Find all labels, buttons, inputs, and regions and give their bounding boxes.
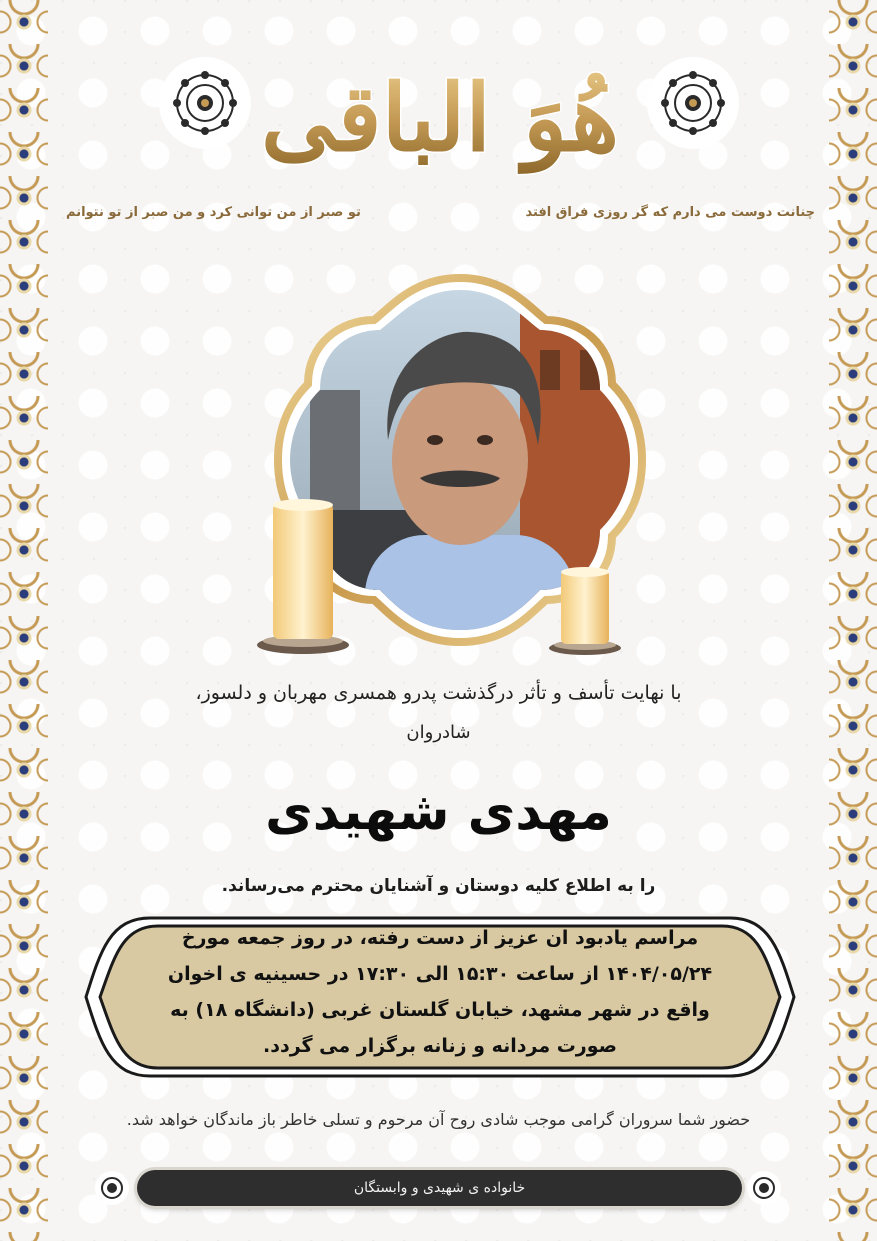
rosette-icon [645, 55, 741, 151]
candle-icon [253, 495, 353, 657]
poem-right-hemistich: چنانت دوست می دارم که گر روزی فراق افتد [525, 205, 815, 220]
ceremony-line: واقع در شهر مشهد، خیابان گلستان غربی (دانشگاه ۱۸) به [170, 999, 710, 1021]
left-ornamental-border [0, 0, 48, 1241]
announcement-intro: با نهایت تأسف و تأثر درگذشت پدرو همسری مهربان و دلسوز، [195, 682, 682, 704]
rosette-icon [746, 1170, 782, 1206]
ceremony-line: مراسم یادبود ان عزیز از دست رفته، در روز جمعه مورخ [181, 927, 699, 949]
deceased-name: مهدی شهیدی [265, 782, 612, 842]
ceremony-line: ۱۴۰۴/۰۵/۲۴ از ساعت ۱۵:۳۰ الی ۱۷:۳۰ در حسینیه ی اخوان [167, 963, 713, 985]
closing-text: حضور شما سروران گرامی موجب شادی روح آن مرحوم و تسلی خاطر باز ماندگان خواهد شد. [126, 1110, 751, 1129]
title-text: هُوَ الباقی [260, 64, 620, 172]
family-signature: خانواده ی شهیدی و وابستگان [353, 1180, 526, 1196]
right-ornamental-border [829, 0, 877, 1241]
ceremony-line: صورت مردانه و زنانه برگزار می گردد. [262, 1035, 617, 1057]
announcement-honorific: شادروان [406, 722, 471, 743]
calligraphy-title [250, 20, 630, 190]
rosette-icon [157, 55, 253, 151]
candle-icon [545, 562, 625, 658]
rosette-icon [94, 1170, 130, 1206]
announcement-inform: را به اطلاع کلیه دوستان و آشنایان محترم می‌رساند. [221, 876, 656, 896]
poem-left-hemistich: تو صبر از من توانی کرد و من صبر از تو نتوانم [66, 205, 361, 220]
ceremony-details [150, 920, 730, 1064]
